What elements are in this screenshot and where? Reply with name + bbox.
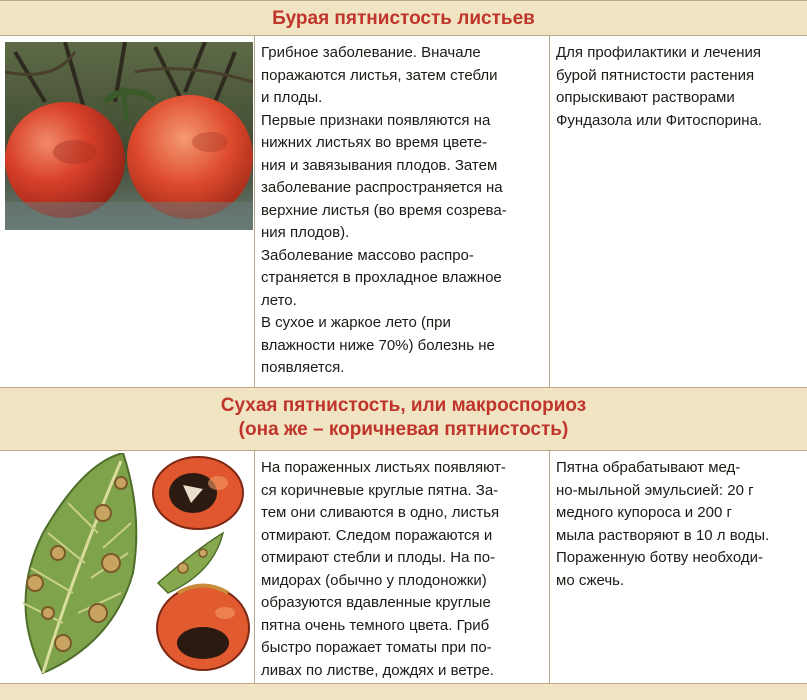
- description-line: мидорах (обычно у плодоножки): [261, 571, 487, 589]
- treatment-line: мо сжечь.: [556, 571, 625, 589]
- section-1-treatment-cell: [550, 36, 807, 387]
- treatment-line: Для профилактики и лечения: [556, 44, 761, 61]
- treatment-line: бурой пятнистости растения: [556, 66, 755, 84]
- section-2-title: [0, 387, 807, 451]
- treatment-line: Пятна обрабатывают мед-: [556, 459, 741, 476]
- section-2-image-cell: [0, 451, 255, 683]
- description-line: Заболевание массово распро-: [261, 246, 474, 264]
- section-2-description-cell: [255, 451, 550, 683]
- description-line: и плоды.: [261, 89, 323, 106]
- description-line: появляется.: [261, 359, 345, 376]
- description-line: ния плодов).: [261, 224, 350, 241]
- section-2-title-line-2: (она же – коричневая пятнистость): [238, 419, 569, 440]
- description-line: страняется в прохладное влажное: [261, 269, 502, 286]
- description-line: ния и завязывания плодов. Затем: [261, 156, 498, 174]
- tomato-photo: [5, 42, 253, 230]
- description-line: заболевание распространяется на: [261, 179, 503, 196]
- description-line: нижних листьях во время цвете-: [261, 134, 487, 151]
- treatment-line: мыла растворяют в 10 л воды.: [556, 526, 770, 544]
- section-1-title-line: Бурая пятнистость листьев: [272, 8, 535, 29]
- section-1-description-cell: [255, 36, 550, 387]
- treatment-line: Пораженную ботву необходи-: [556, 549, 763, 566]
- description-line: пятна очень темного цвета. Гриб: [261, 616, 490, 634]
- section-2-title-line-1: Сухая пятнистость, или макроспориоз: [220, 395, 587, 416]
- section-2-row: [0, 451, 807, 683]
- next-section-header-edge: [0, 683, 807, 700]
- description-line: быстро поражает томаты при по-: [261, 639, 492, 656]
- section-2-treatment-cell: [550, 451, 807, 683]
- description-line: верхние листья (во время созрева-: [261, 201, 507, 219]
- description-line: ся коричневые круглые пятна. За-: [261, 481, 499, 499]
- treatment-line: Фундазола или Фитоспорина.: [556, 111, 763, 129]
- description-line: отмирают стебли и плоды. На по-: [261, 549, 496, 566]
- section-1-title: [0, 0, 807, 36]
- description-line: Первые признаки появляются на: [261, 111, 491, 129]
- treatment-line: но-мыльной эмульсией: 20 г: [556, 481, 754, 499]
- treatment-line: медного купороса и 200 г: [556, 504, 732, 521]
- description-line: поражаются листья, затем стебли: [261, 66, 498, 84]
- description-line: Грибное заболевание. Вначале: [261, 44, 481, 61]
- section-1-row: [0, 36, 807, 387]
- description-line: На пораженных листьях появляют-: [261, 459, 506, 476]
- description-line: В сухое и жаркое лето (при: [261, 314, 451, 331]
- description-line: образуются вдавленные круглые: [261, 594, 491, 611]
- description-line: отмирают. Следом поражаются и: [261, 526, 493, 544]
- section-1-image-cell: [0, 36, 255, 387]
- diseased-leaf-and-tomato-illustration: [3, 453, 253, 681]
- description-line: влажности ниже 70%) болезнь не: [261, 336, 495, 354]
- description-line: тем они сливаются в одно, листья: [261, 504, 500, 521]
- treatment-line: опрыскивают растворами: [556, 89, 735, 106]
- description-line: ливах по листве, дождях и ветре.: [261, 661, 494, 679]
- description-line: лето.: [261, 291, 297, 309]
